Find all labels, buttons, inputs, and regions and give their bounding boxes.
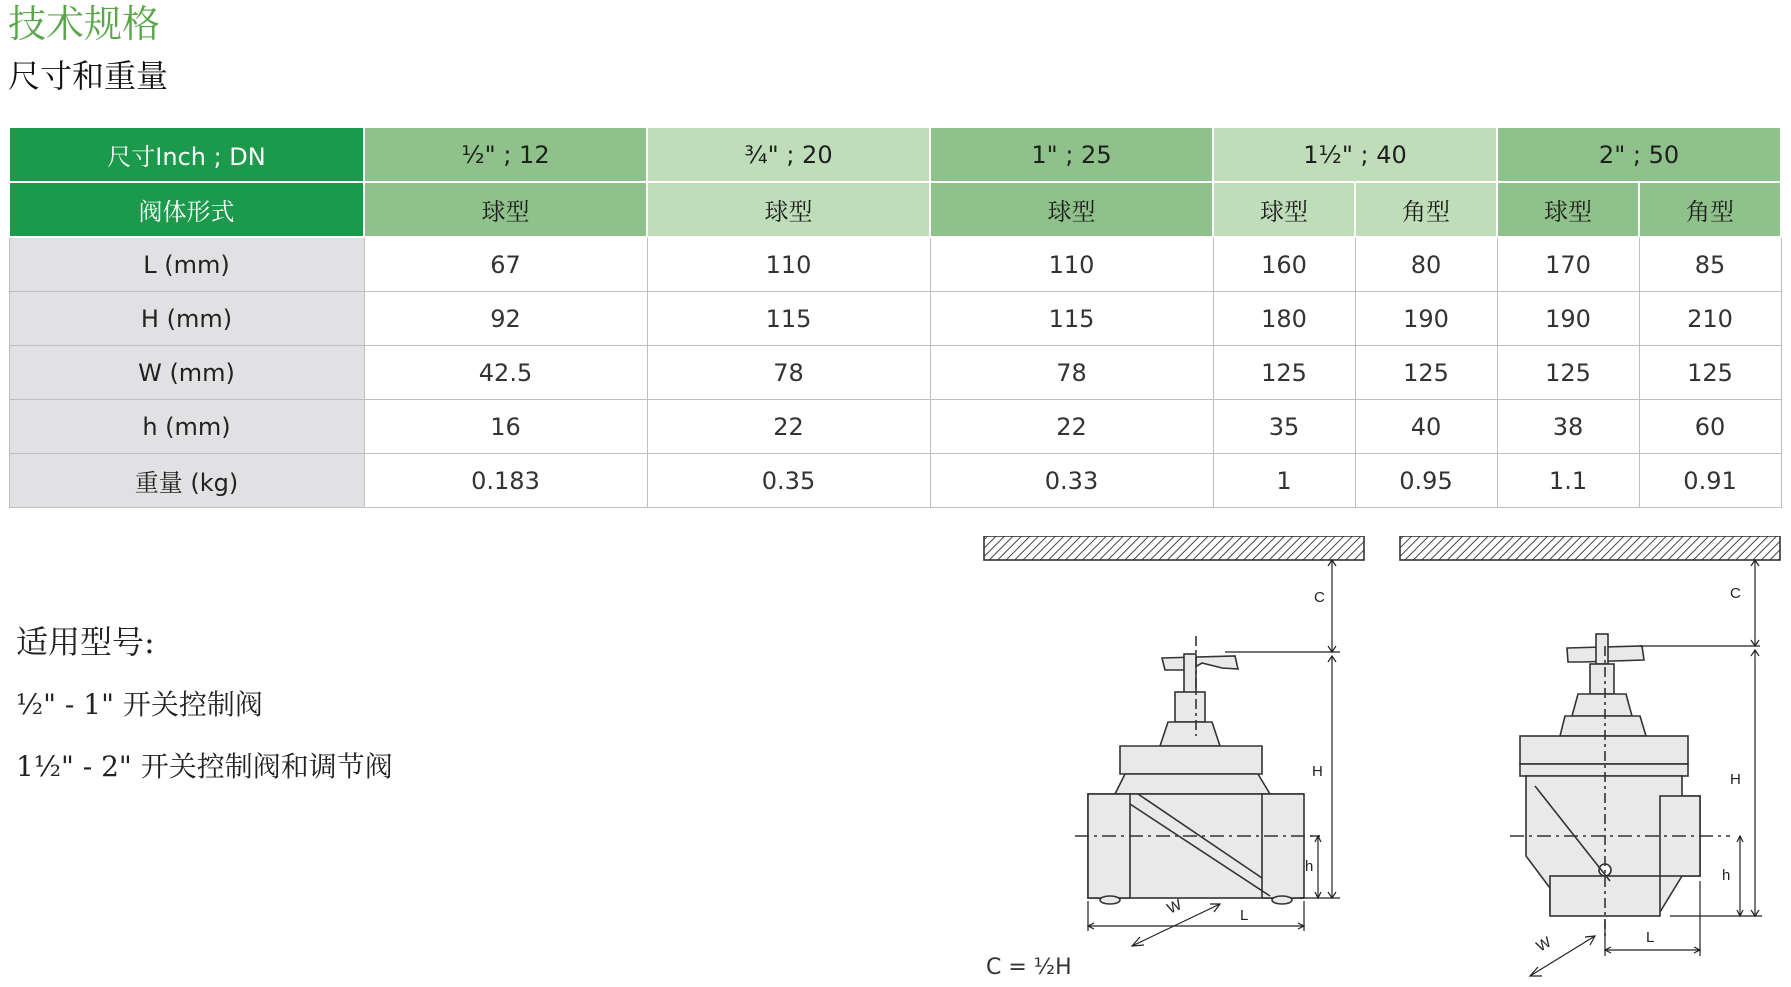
dim-label-w: W	[1164, 896, 1185, 918]
valve-bonnet-top	[1175, 692, 1205, 722]
size-header-cell: ¾" ; 20	[647, 127, 930, 182]
table-cell: 92	[364, 292, 647, 346]
body-type-cell: 球型	[364, 182, 647, 237]
table-cell: 22	[930, 400, 1213, 454]
row-label: 重量 (kg)	[9, 454, 364, 508]
inlet-port	[1088, 794, 1130, 898]
globe-valve-drawing	[984, 536, 1364, 904]
dim-label-l: L	[1646, 929, 1655, 946]
table-cell: 35	[1213, 400, 1355, 454]
row-label: H (mm)	[9, 292, 364, 346]
valve-cover	[1120, 746, 1262, 774]
table-cell: 190	[1497, 292, 1639, 346]
applicable-models	[16, 617, 393, 807]
dim-label-w: W	[1533, 933, 1555, 956]
applicable-model-item: ½" - 1" 开关控制阀	[16, 688, 263, 721]
table-cell: 210	[1639, 292, 1781, 346]
table-cell: 22	[647, 400, 930, 454]
table-cell: 190	[1355, 292, 1497, 346]
table-cell: 180	[1213, 292, 1355, 346]
table-cell: 0.183	[364, 454, 647, 508]
table-row	[9, 237, 1781, 292]
table-cell: 40	[1355, 400, 1497, 454]
body-type-label: 阀体形式	[9, 182, 364, 237]
dim-label-h-small: h	[1305, 858, 1314, 875]
table-cell: 0.35	[647, 454, 930, 508]
table-cell: 125	[1497, 346, 1639, 400]
dim-label-h-small: h	[1722, 867, 1731, 884]
table-cell: 85	[1639, 237, 1781, 292]
table-cell: 0.95	[1355, 454, 1497, 508]
valve-cover	[1520, 736, 1688, 764]
body-type-cell: 球型	[647, 182, 930, 237]
dim-label-h-big: H	[1312, 763, 1323, 780]
valve-dimension-drawing	[970, 536, 1786, 986]
table-cell: 0.33	[930, 454, 1213, 508]
body-type-row	[9, 182, 1781, 237]
table-cell: 110	[930, 237, 1213, 292]
table-cell: 125	[1213, 346, 1355, 400]
table-row	[9, 292, 1781, 346]
valve-bonnet-top	[1590, 664, 1614, 694]
table-row	[9, 346, 1781, 400]
table-cell: 1	[1213, 454, 1355, 508]
valve-handle	[1162, 656, 1238, 670]
valve-upper-body	[1115, 774, 1270, 794]
table-cell: 170	[1497, 237, 1639, 292]
table-cell: 16	[364, 400, 647, 454]
body-type-cell: 角型	[1355, 182, 1497, 237]
outlet-port	[1262, 794, 1304, 898]
size-header-cell: 1½" ; 40	[1213, 127, 1497, 182]
ceiling-hatch	[984, 536, 1364, 560]
table-cell: 125	[1639, 346, 1781, 400]
table-cell: 42.5	[364, 346, 647, 400]
dim-label-c: C	[1730, 585, 1741, 602]
table-cell: 78	[647, 346, 930, 400]
body-type-cell: 球型	[930, 182, 1213, 237]
page-title: 技术规格	[8, 2, 161, 46]
table-cell: 38	[1497, 400, 1639, 454]
c-formula: C = ½H	[986, 955, 1072, 980]
table-cell: 110	[647, 237, 930, 292]
table-cell: 125	[1355, 346, 1497, 400]
body-type-cell: 角型	[1639, 182, 1781, 237]
dim-label-l: L	[1240, 907, 1249, 924]
valve-stem	[1184, 654, 1196, 694]
table-cell: 78	[930, 346, 1213, 400]
size-header-row	[9, 127, 1781, 182]
valve-bonnet	[1160, 722, 1220, 746]
spec-table	[8, 126, 1782, 508]
size-header-label: 尺寸Inch ; DN	[9, 127, 364, 182]
table-row	[9, 400, 1781, 454]
row-label: W (mm)	[9, 346, 364, 400]
applicable-model-item: 1½" - 2" 开关控制阀和调节阀	[16, 750, 393, 783]
row-label: h (mm)	[9, 400, 364, 454]
body-type-cell: 球型	[1497, 182, 1639, 237]
table-cell: 115	[930, 292, 1213, 346]
table-cell: 0.91	[1639, 454, 1781, 508]
table-cell: 67	[364, 237, 647, 292]
table-cell: 115	[647, 292, 930, 346]
row-label: L (mm)	[9, 237, 364, 292]
table-cell: 160	[1213, 237, 1355, 292]
section-subtitle: 尺寸和重量	[8, 57, 169, 95]
valve-bonnet	[1572, 694, 1632, 716]
table-cell: 1.1	[1497, 454, 1639, 508]
ceiling-hatch	[1400, 536, 1780, 560]
size-header-cell: ½" ; 12	[364, 127, 647, 182]
table-row	[9, 454, 1781, 508]
size-header-cell: 1" ; 25	[930, 127, 1213, 182]
dim-label-h-big: H	[1730, 771, 1741, 788]
applicable-models-title: 适用型号:	[16, 623, 155, 661]
table-cell: 60	[1639, 400, 1781, 454]
size-header-cell: 2" ; 50	[1497, 127, 1781, 182]
table-cell: 80	[1355, 237, 1497, 292]
body-type-cell: 球型	[1213, 182, 1355, 237]
dim-label-c: C	[1314, 589, 1325, 606]
